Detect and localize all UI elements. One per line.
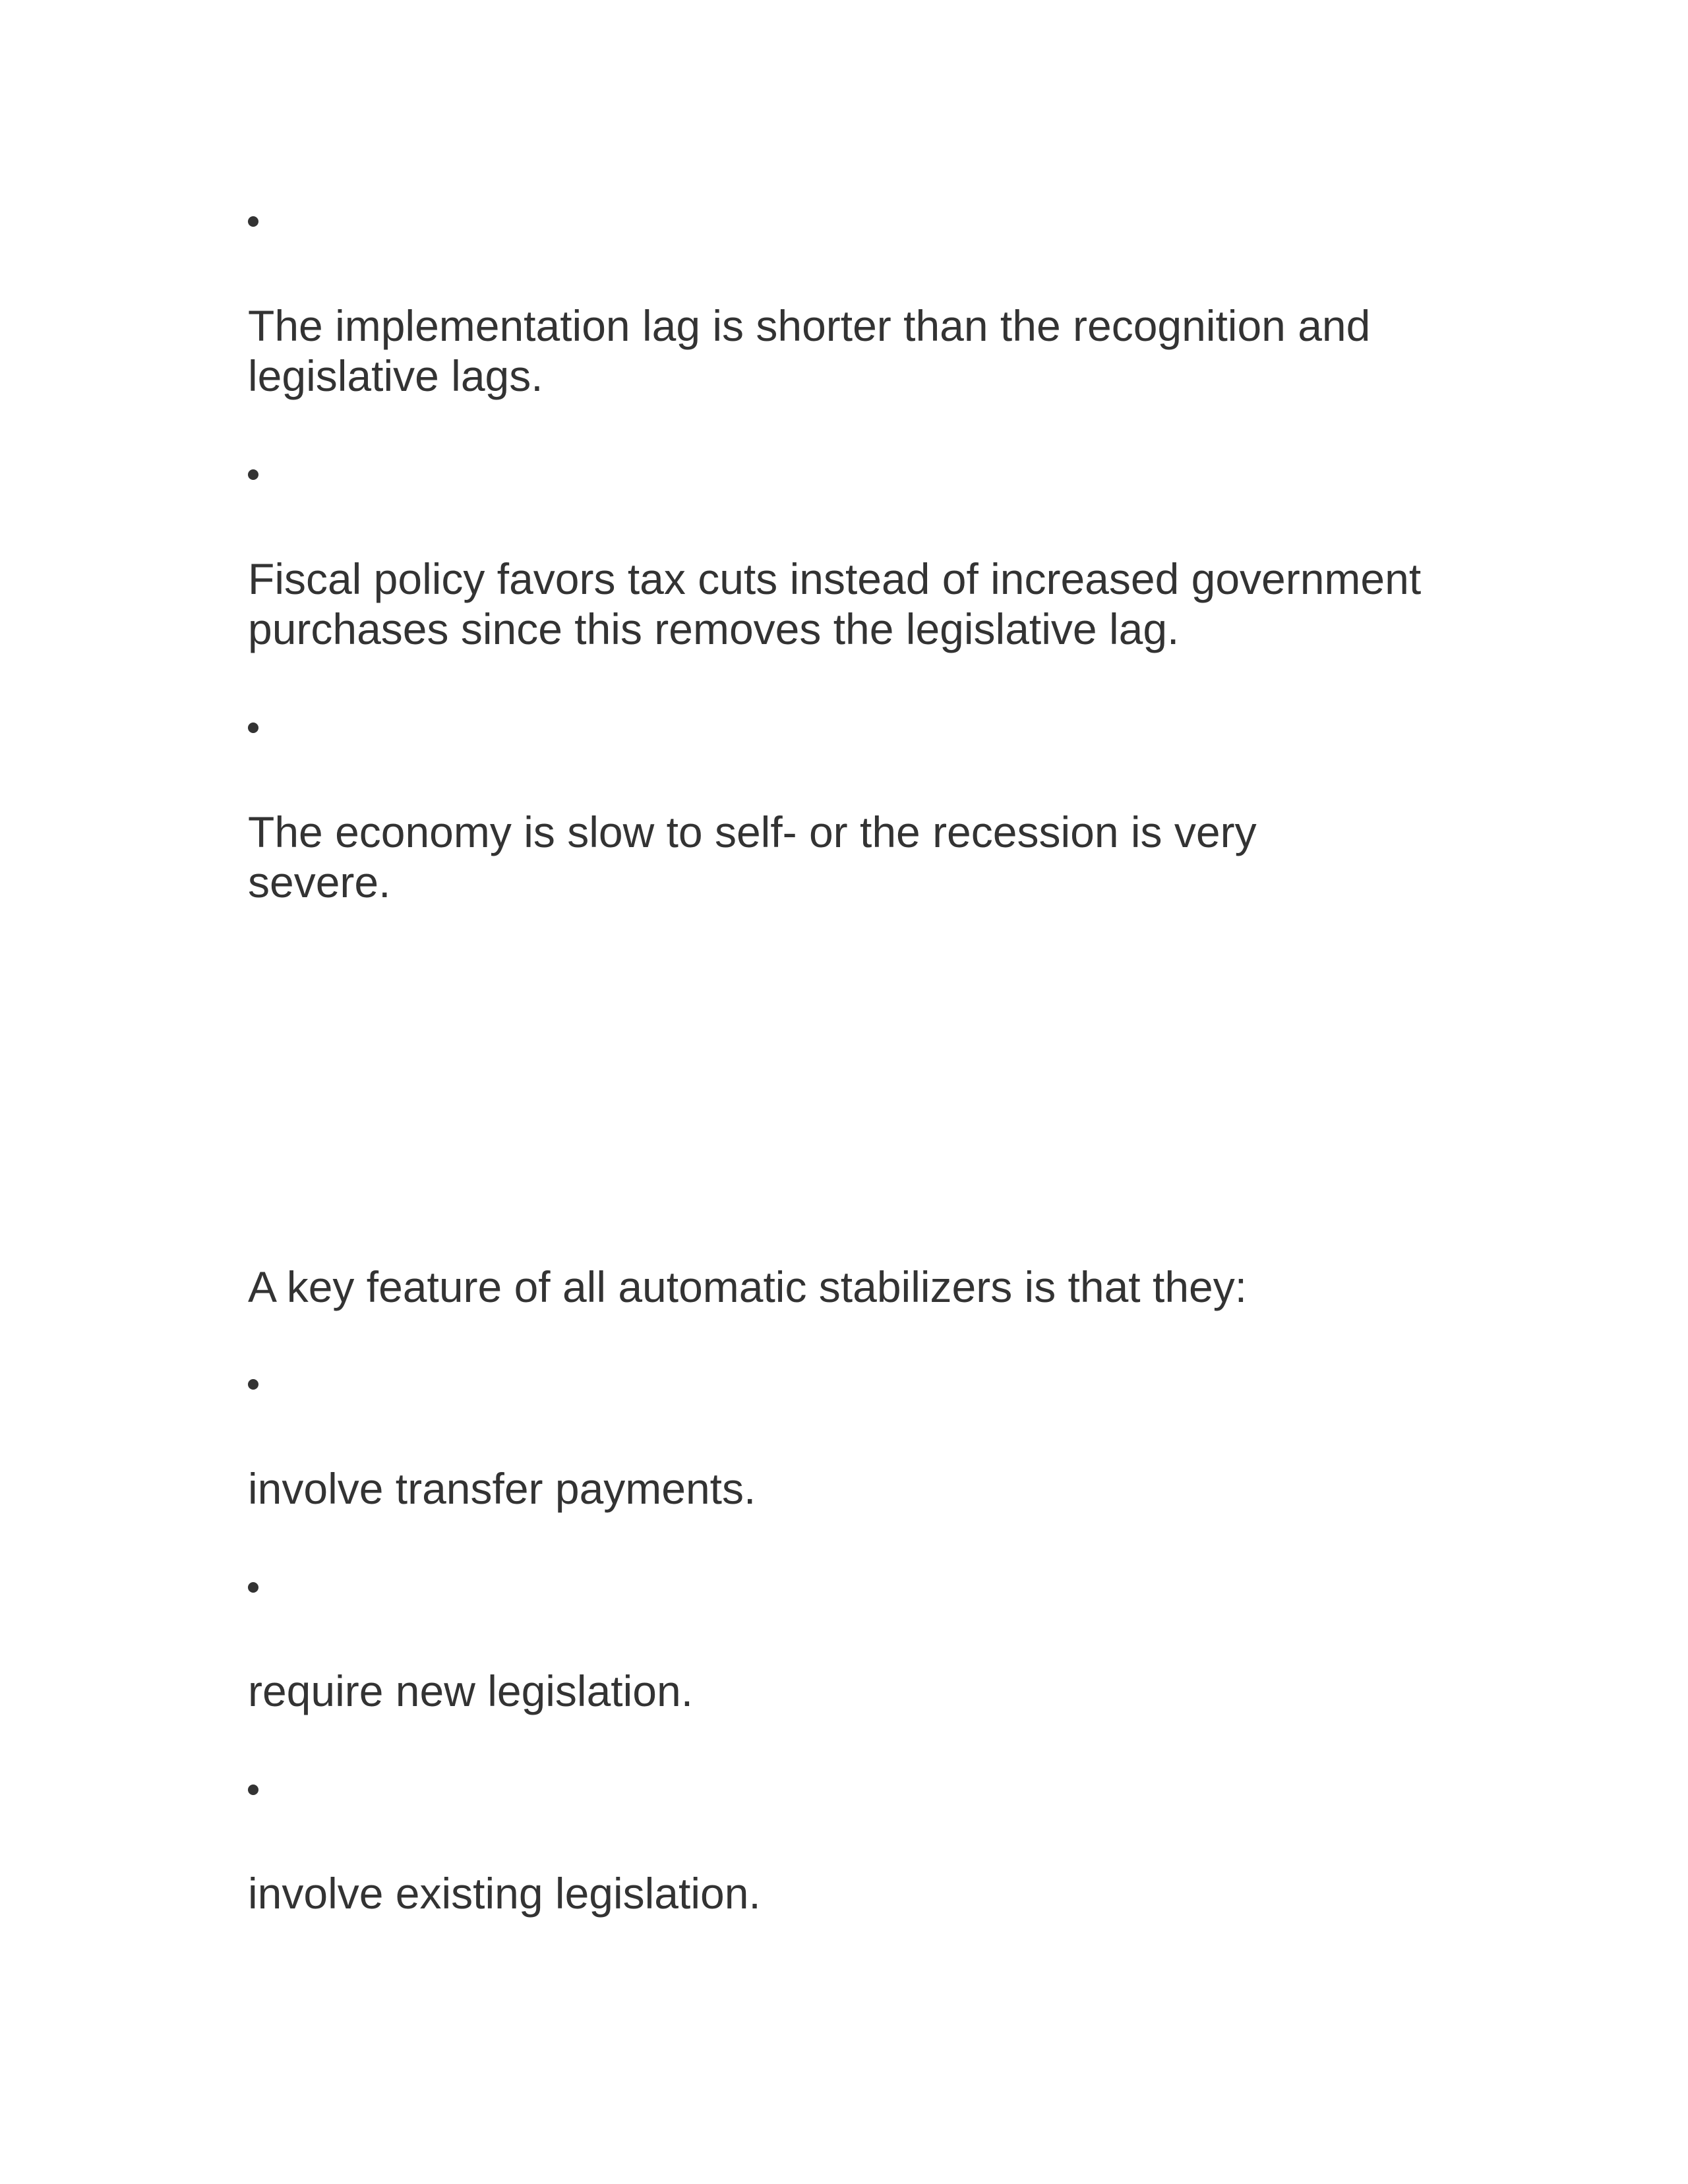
answer-option-text: The economy is slow to self- or the recession is very severe.	[248, 808, 1257, 906]
answer-option-text: Fiscal policy favors tax cuts instead of increased government purchases since this removes the legislative lag.	[248, 554, 1422, 653]
option-bullet	[248, 723, 258, 733]
option-bullet	[248, 469, 258, 480]
option-bullet	[248, 1582, 258, 1593]
answer-option-text: require new legislation.	[248, 1667, 694, 1715]
option-bullet	[248, 1379, 258, 1390]
answer-option-text: involve transfer payments.	[248, 1464, 756, 1513]
question-stem: A key feature of all automatic stabilizers is that they:	[248, 1262, 1248, 1311]
answer-option-text: involve existing legislation.	[248, 1869, 761, 1918]
answer-option-text: The implementation lag is shorter than the recognition and legislative lags.	[248, 301, 1371, 400]
option-bullet	[248, 1785, 258, 1795]
option-bullet	[248, 216, 258, 227]
